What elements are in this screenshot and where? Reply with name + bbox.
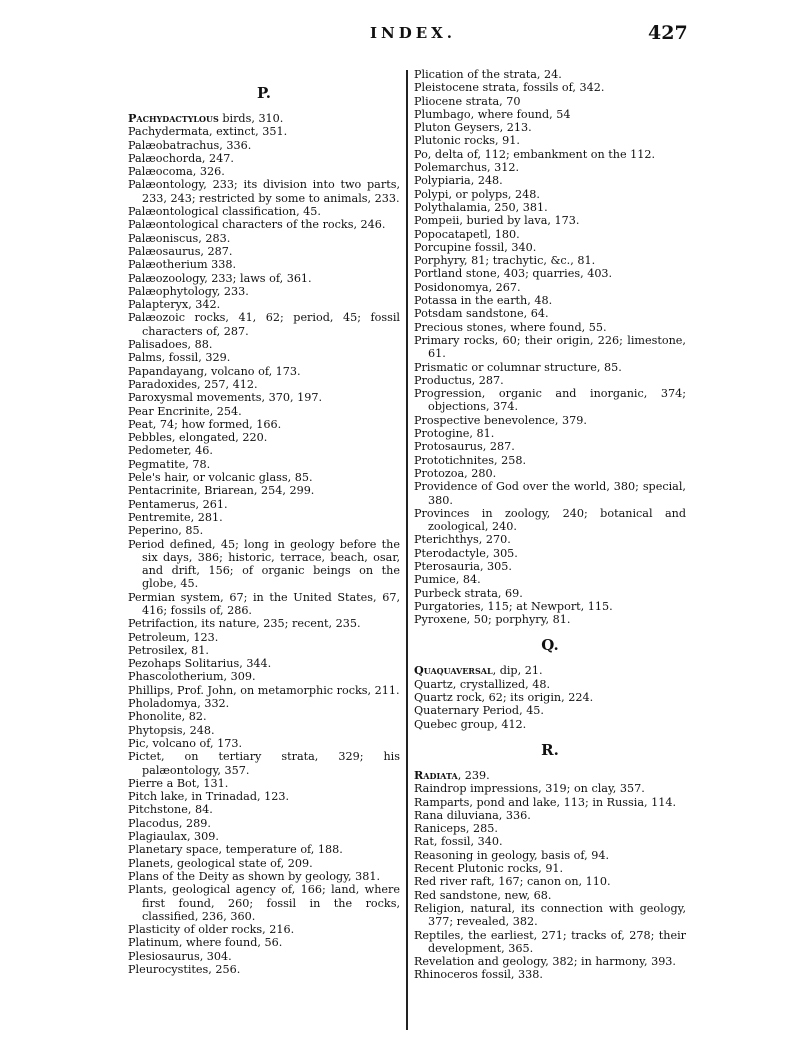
index-entry <box>414 678 686 691</box>
entry-lead: Quaquaversal <box>414 663 493 678</box>
entry-text: Quartz rock, 62; its origin, 224. <box>414 691 594 705</box>
entry-text: Quaternary Period, 45. <box>414 704 544 718</box>
index-entry <box>128 178 400 205</box>
index-entry <box>414 161 686 174</box>
entry-text: Precious stones, where found, 55. <box>414 320 607 334</box>
entry-text: Pumice, 84. <box>414 573 481 587</box>
index-entry <box>414 849 686 862</box>
index-entry <box>128 258 400 271</box>
index-entry <box>414 148 686 161</box>
index-entry <box>414 587 686 600</box>
index-entry <box>414 782 686 795</box>
index-entry <box>128 817 400 830</box>
section-letter-q: Q. <box>541 636 559 655</box>
entry-text: Pleurocystites, 256. <box>128 963 241 976</box>
index-entry <box>128 883 400 923</box>
entry-text: Potassa in the earth, 48. <box>414 294 553 308</box>
entry-text: Pictet, on tertiary strata, 329; his palæontology, 357. <box>128 750 400 777</box>
index-entry <box>414 281 686 294</box>
entry-text: Rana diluviana, 336. <box>414 808 531 822</box>
index-entry <box>128 285 400 298</box>
index-entry <box>128 378 400 391</box>
index-entry <box>128 631 400 644</box>
index-entry <box>128 684 400 697</box>
entry-lead: Radiata <box>414 767 458 782</box>
index-entry <box>128 950 400 963</box>
entry-text: Polemarchus, 312. <box>414 161 520 175</box>
index-entry <box>128 218 400 231</box>
entry-text: Productus, 287. <box>414 373 504 387</box>
entry-text: Palæozoology, 233; laws of, 361. <box>128 271 312 285</box>
entry-text: Palms, fossil, 329. <box>128 351 231 365</box>
index-entry <box>414 889 686 902</box>
index-entry <box>128 298 400 311</box>
index-entry <box>128 657 400 670</box>
entry-text: Pentremite, 281. <box>128 510 223 524</box>
index-entry <box>128 338 400 351</box>
entry-text: Planetary space, temperature of, 188. <box>128 843 343 857</box>
index-entry <box>128 511 400 524</box>
entry-text: birds, 310. <box>218 112 284 125</box>
page-number: 427 <box>648 22 688 44</box>
index-entry <box>128 857 400 870</box>
index-entry <box>414 95 686 108</box>
index-entry <box>414 704 686 717</box>
entry-text: Pterosauria, 305. <box>414 559 512 573</box>
index-entry <box>128 139 400 152</box>
index-entry <box>128 458 400 471</box>
right-column <box>414 68 686 982</box>
entry-text: Popocatapetl, 180. <box>414 227 520 241</box>
entry-text: Palæotherium 338. <box>128 258 237 272</box>
entry-text: Portland stone, 403; quarries, 403. <box>414 267 613 281</box>
index-entry <box>128 152 400 165</box>
index-entry <box>414 769 686 782</box>
entry-text: Pegmatite, 78. <box>128 457 211 471</box>
entry-text: Potsdam sandstone, 64. <box>414 307 549 321</box>
index-entry <box>414 560 686 573</box>
entry-text: Period defined, 45; long in geology before the six days, 386; historic, terrace, beach, osar, and drift, 156; of organic beings on the globe, 45. <box>128 537 400 591</box>
entry-text: Petrosilex, 81. <box>128 643 209 657</box>
index-entry <box>414 321 686 334</box>
index-entry <box>414 134 686 147</box>
index-entry <box>414 294 686 307</box>
index-entry <box>414 600 686 613</box>
index-entry <box>414 902 686 929</box>
entry-text: Petroleum, 123. <box>128 630 219 644</box>
entry-text: Pele's hair, or volcanic glass, 85. <box>128 471 313 485</box>
index-entry <box>128 232 400 245</box>
entry-text: Pitch lake, in Trinadad, 123. <box>128 790 290 804</box>
entry-text: Pic, volcano of, 173. <box>128 736 243 750</box>
entry-text: Plication of the strata, 24. <box>414 68 562 81</box>
entry-text: Porcupine fossil, 340. <box>414 240 537 254</box>
index-entry <box>128 670 400 683</box>
index-entry <box>414 507 686 534</box>
entry-text: Pierre a Bot, 131. <box>128 776 229 790</box>
entry-text: Red river raft, 167; canon on, 110. <box>414 875 611 889</box>
index-entry <box>128 125 400 138</box>
entries-p-right <box>414 68 686 626</box>
entry-text: Palæochorda, 247. <box>128 151 234 165</box>
entry-text: Pentamerus, 261. <box>128 497 228 511</box>
entry-text: Pterodactyle, 305. <box>414 546 518 560</box>
entry-text: Phytopsis, 248. <box>128 723 215 737</box>
entry-text: Polypiaria, 248. <box>414 174 503 188</box>
entry-text: Ramparts, pond and lake, 113; in Russia, 114. <box>414 795 677 809</box>
entry-text: Pyroxene, 50; porphyry, 81. <box>414 613 571 627</box>
entry-text: Palæozoic rocks, 41, 62; period, 45; fossil characters of, 287. <box>128 311 400 338</box>
entry-text: Religion, natural, its connection with geology, 377; revealed, 382. <box>414 901 686 929</box>
entry-lead: Pachydactylous <box>128 111 219 125</box>
entry-text: , dip, 21. <box>492 664 543 678</box>
index-entry <box>128 963 400 976</box>
index-entry <box>414 267 686 280</box>
entry-text: Palæontological classification, 45. <box>128 205 321 219</box>
entry-text: Porphyry, 81; trachytic, &c., 81. <box>414 254 596 268</box>
index-entry <box>414 81 686 94</box>
section-letter-r: R. <box>541 740 559 759</box>
entry-text: Purbeck strata, 69. <box>414 586 523 600</box>
index-entry <box>414 121 686 134</box>
entry-text: Pterichthys, 270. <box>414 533 511 547</box>
entry-text: Plants, geological agency of, 166; land, where first found, 260; fossil in the rocks, classified, 236, 360. <box>128 883 400 923</box>
index-entry <box>128 311 400 338</box>
entry-text: Palisadoes, 88. <box>128 338 213 352</box>
index-entry <box>414 718 686 731</box>
index-entry <box>414 307 686 320</box>
index-entry <box>414 822 686 835</box>
entry-text: Prototichnites, 258. <box>414 453 527 467</box>
index-entry <box>414 188 686 201</box>
entry-text: Palæoniscus, 283. <box>128 231 231 245</box>
entry-text: Palapteryx, 342. <box>128 298 221 312</box>
entry-text: Pebbles, elongated, 220. <box>128 431 268 445</box>
index-entry <box>128 498 400 511</box>
entry-text: Plesiosaurus, 304. <box>128 949 232 963</box>
entry-text: Red sandstone, new, 68. <box>414 888 552 902</box>
entry-text: Pluton Geysers, 213. <box>414 121 532 135</box>
entry-text: Prismatic or columnar structure, 85. <box>414 360 622 374</box>
index-entry <box>414 467 686 480</box>
index-entry <box>128 405 400 418</box>
entry-text: Reasoning in geology, basis of, 94. <box>414 848 610 862</box>
entry-text: Palæobatrachus, 336. <box>128 138 252 152</box>
index-entry <box>128 272 400 285</box>
entry-text: Polythalamia, 250, 381. <box>414 200 548 214</box>
entry-text: Pholadomya, 332. <box>128 697 230 711</box>
index-entry <box>414 547 686 560</box>
index-entry <box>414 374 686 387</box>
index-entry <box>414 664 686 677</box>
index-entry <box>128 351 400 364</box>
index-entry <box>414 875 686 888</box>
index-entry <box>414 387 686 414</box>
index-entry <box>414 241 686 254</box>
entry-text: Quartz, crystallized, 48. <box>414 677 551 691</box>
index-entry <box>414 454 686 467</box>
entries-q <box>414 664 686 730</box>
index-entry <box>128 112 400 125</box>
entry-text: Planets, geological state of, 209. <box>128 856 313 870</box>
entry-text: Rhinoceros fossil, 338. <box>414 968 543 982</box>
index-entry <box>414 427 686 440</box>
entry-text: Recent Plutonic rocks, 91. <box>414 862 564 876</box>
index-entry <box>414 254 686 267</box>
index-entry <box>128 830 400 843</box>
entry-text: Pleistocene strata, fossils of, 342. <box>414 81 605 95</box>
entry-text: Plagiaulax, 309. <box>128 830 219 844</box>
index-entry <box>414 968 686 981</box>
entry-text: Raindrop impressions, 319; on clay, 357. <box>414 782 645 796</box>
index-entry <box>128 790 400 803</box>
index-entry <box>414 955 686 968</box>
index-entry <box>414 440 686 453</box>
entry-text: Reptiles, the earliest, 271; tracks of, 278; their development, 365. <box>414 928 686 955</box>
index-entry <box>128 418 400 431</box>
entry-text: Palæosaurus, 287. <box>128 244 233 258</box>
index-entry <box>128 391 400 404</box>
entry-text: Plans of the Deity as shown by geology, 381. <box>128 869 381 883</box>
entry-text: Permian system, 67; in the United States, 67, 416; fossils of, 286. <box>128 590 400 617</box>
entries-p-left <box>128 112 400 976</box>
index-entry <box>128 936 400 949</box>
index-entry <box>128 870 400 883</box>
index-entry <box>414 480 686 507</box>
entry-text: Platinum, where found, 56. <box>128 936 283 950</box>
entry-text: Palæontological characters of the rocks, 246. <box>128 218 386 232</box>
entry-text: Petrifaction, its nature, 235; recent, 235. <box>128 617 361 631</box>
index-entry <box>128 471 400 484</box>
index-entry <box>414 334 686 361</box>
index-entry <box>128 591 400 618</box>
index-entry <box>128 724 400 737</box>
entry-text: Pliocene strata, 70 <box>414 94 521 108</box>
entry-text: Pentacrinite, Briarean, 254, 299. <box>128 484 315 498</box>
index-entry <box>414 214 686 227</box>
entry-text: Provinces in zoology, 240; botanical and zoological, 240. <box>414 506 686 534</box>
entry-text: Prospective benevolence, 379. <box>414 413 587 427</box>
entry-text: Protozoa, 280. <box>414 466 497 480</box>
index-entry <box>128 617 400 630</box>
index-entry <box>128 697 400 710</box>
entry-text: Pompeii, buried by lava, 173. <box>414 214 580 228</box>
index-entry <box>128 205 400 218</box>
index-entry <box>128 365 400 378</box>
index-entry <box>414 929 686 956</box>
index-entry <box>414 573 686 586</box>
index-entry <box>128 803 400 816</box>
entry-text: Protosaurus, 287. <box>414 440 515 454</box>
entry-text: Protogine, 81. <box>414 427 495 441</box>
entry-text: Phonolite, 82. <box>128 710 207 724</box>
left-column <box>128 70 400 976</box>
index-entry <box>128 444 400 457</box>
entry-text: Phillips, Prof. John, on metamorphic rocks, 211. <box>128 683 400 697</box>
index-entry <box>414 809 686 822</box>
index-entry <box>128 524 400 537</box>
entry-text: Palæocoma, 326. <box>128 165 225 179</box>
index-entry <box>414 108 686 121</box>
entry-text: Pezohaps Solitarius, 344. <box>128 657 272 671</box>
entry-text: Po, delta of, 112; embankment on the 112. <box>414 147 656 161</box>
entry-text: , 239. <box>457 768 490 782</box>
entry-text: Plasticity of older rocks, 216. <box>128 923 295 937</box>
entry-text: Paroxysmal movements, 370, 197. <box>128 391 323 405</box>
entry-text: Primary rocks, 60; their origin, 226; limestone, 61. <box>414 333 686 361</box>
index-entry <box>128 431 400 444</box>
entry-text: Quebec group, 412. <box>414 717 527 731</box>
index-entry <box>128 843 400 856</box>
index-entry <box>128 710 400 723</box>
entry-text: Plumbago, where found, 54 <box>414 107 571 121</box>
index-entry <box>414 228 686 241</box>
entry-text: Polypi, or polyps, 248. <box>414 187 540 201</box>
index-entry <box>128 484 400 497</box>
index-entry <box>128 538 400 591</box>
index-entry <box>128 165 400 178</box>
entry-text: Pedometer, 46. <box>128 444 213 458</box>
index-entry <box>128 245 400 258</box>
entry-text: Pear Encrinite, 254. <box>128 404 242 418</box>
index-entry <box>414 862 686 875</box>
entries-r <box>414 769 686 982</box>
index-entry <box>414 835 686 848</box>
index-entry <box>128 923 400 936</box>
entry-text: Peat, 74; how formed, 166. <box>128 417 282 431</box>
index-entry <box>128 644 400 657</box>
entry-text: Progression, organic and inorganic, 374; objections, 374. <box>414 387 686 414</box>
index-entry <box>414 68 686 81</box>
entry-text: Purgatories, 115; at Newport, 115. <box>414 599 613 613</box>
index-entry <box>414 201 686 214</box>
entry-text: Rat, fossil, 340. <box>414 835 503 849</box>
entry-text: Placodus, 289. <box>128 816 211 830</box>
entry-text: Palæophytology, 233. <box>128 284 249 298</box>
index-entry <box>414 796 686 809</box>
index-entry <box>414 613 686 626</box>
index-entry <box>414 414 686 427</box>
entry-text: Plutonic rocks, 91. <box>414 134 520 148</box>
running-title: INDEX. <box>370 24 457 42</box>
entry-text: Pachydermata, extinct, 351. <box>128 125 288 139</box>
entry-text: Raniceps, 285. <box>414 822 498 836</box>
entry-text: Palæontology, 233; its division into two parts, 233, 243; restricted by some to animals, 233. <box>128 178 400 205</box>
index-entry <box>414 361 686 374</box>
entry-text: Posidonomya, 267. <box>414 280 521 294</box>
entry-text: Peperino, 85. <box>128 524 204 538</box>
section-letter-p: P. <box>256 84 272 102</box>
entry-text: Papandayang, volcano of, 173. <box>128 364 301 378</box>
entry-text: Revelation and geology, 382; in harmony, 393. <box>414 955 676 969</box>
entry-text: Paradoxides, 257, 412. <box>128 377 258 391</box>
index-entry <box>414 691 686 704</box>
entry-text: Pitchstone, 84. <box>128 803 213 817</box>
index-entry <box>414 174 686 187</box>
index-entry <box>414 533 686 546</box>
index-entry <box>128 750 400 777</box>
page-header <box>0 22 800 46</box>
entry-text: Phascolotherium, 309. <box>128 670 256 684</box>
column-divider <box>406 70 408 1030</box>
index-entry <box>128 737 400 750</box>
entry-text: Providence of God over the world, 380; special, 380. <box>414 480 686 507</box>
index-entry <box>128 777 400 790</box>
